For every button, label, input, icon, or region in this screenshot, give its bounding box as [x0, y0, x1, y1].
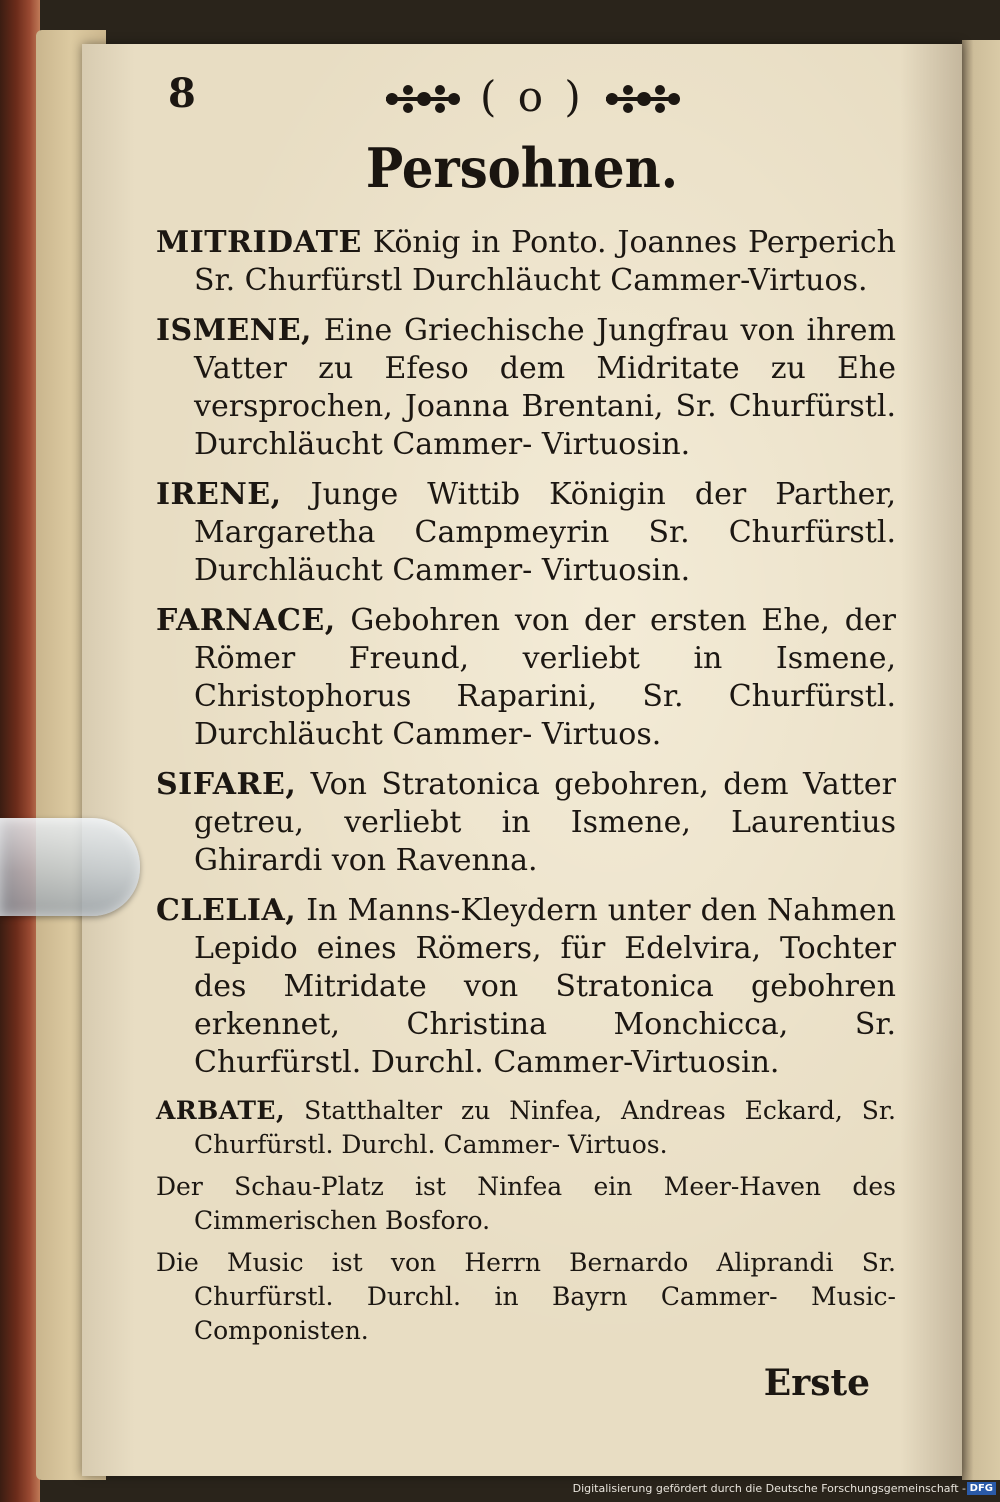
catchword: Erste — [763, 1362, 870, 1404]
page-clip — [0, 818, 140, 916]
character-description: Junge Wittib Königin der Parther, Margaretha Campmeyrin Sr. Churfürstl. Durchläucht Cammer- Virtuosin. — [194, 477, 896, 588]
header-mark: ( o ) — [480, 72, 585, 121]
page-number: 8 — [168, 70, 196, 117]
page-title: Persohnen. — [365, 136, 679, 200]
dfg-logo: DFG — [967, 1482, 996, 1495]
cast-entry — [156, 476, 896, 590]
character-name: ARBATE, — [156, 1096, 286, 1125]
character-name: IRENE, — [156, 477, 282, 512]
ornament-left-icon — [382, 78, 462, 120]
character-name: CLELIA, — [156, 893, 297, 928]
setting-text: Der Schau-Platz ist Ninfea ein Meer-Haven des Cimmerischen Bosforo. — [156, 1172, 896, 1235]
setting-note — [156, 1170, 896, 1238]
cast-entry — [156, 766, 896, 880]
character-name: SIFARE, — [156, 767, 297, 802]
ornament-right-icon — [602, 78, 682, 120]
character-description: Von Stratonica gebohren, dem Vatter getreu, verliebt in Ismene, Laurentius Ghirardi von Ravenna. — [194, 767, 896, 878]
cast-entry — [156, 892, 896, 1082]
character-description: Eine Griechische Jungfrau von ihrem Vatter zu Efeso dem Midritate zu Ehe versprochen, Joanna Brentani, Sr. Churfürstl. Durchläucht Cammer- Virtuosin. — [194, 313, 897, 462]
character-name: MITRIDATE — [156, 225, 362, 260]
music-note — [156, 1246, 896, 1348]
character-description: Gebohren von der ersten Ehe, der Römer Freund, verliebt in Ismene, Christophorus Raparini, Sr. Churfürstl. Durchläucht Cammer- Virtuos. — [194, 603, 896, 752]
digitization-credit: Digitalisierung gefördert durch die Deutsche Forschungsgemeinschaft - — [572, 1482, 966, 1495]
cast-entry — [156, 224, 896, 300]
book-page — [82, 44, 962, 1476]
adjacent-page-strip — [962, 40, 1000, 1480]
page-header — [82, 66, 962, 146]
cast-list — [156, 224, 896, 1356]
character-description: Statthalter zu Ninfea, Andreas Eckard, Sr. Churfürstl. Durchl. Cammer- Virtuos. — [194, 1096, 896, 1159]
cast-entry — [156, 1094, 896, 1162]
cast-entry — [156, 312, 896, 464]
character-description: König in Ponto. Joannes Perperich Sr. Churfürstl Durchläucht Cammer-Virtuos. — [194, 225, 896, 298]
character-name: FARNACE, — [156, 603, 336, 638]
cast-entry — [156, 602, 896, 754]
character-name: ISMENE, — [156, 313, 313, 348]
book-cover-edge — [0, 0, 40, 1502]
music-text: Die Music ist von Herrn Bernardo Aliprandi Sr. Churfürstl. Durchl. in Bayrn Cammer- Music- Componisten. — [156, 1248, 896, 1345]
character-description: In Manns-Kleydern unter den Nahmen Lepido eines Römers, für Edelvira, Tochter des Mitridate von Stratonica gebohren erkennet, Christina Monchicca, Sr. Churfürstl. Durchl. Cammer-Virtuosin. — [194, 893, 896, 1080]
